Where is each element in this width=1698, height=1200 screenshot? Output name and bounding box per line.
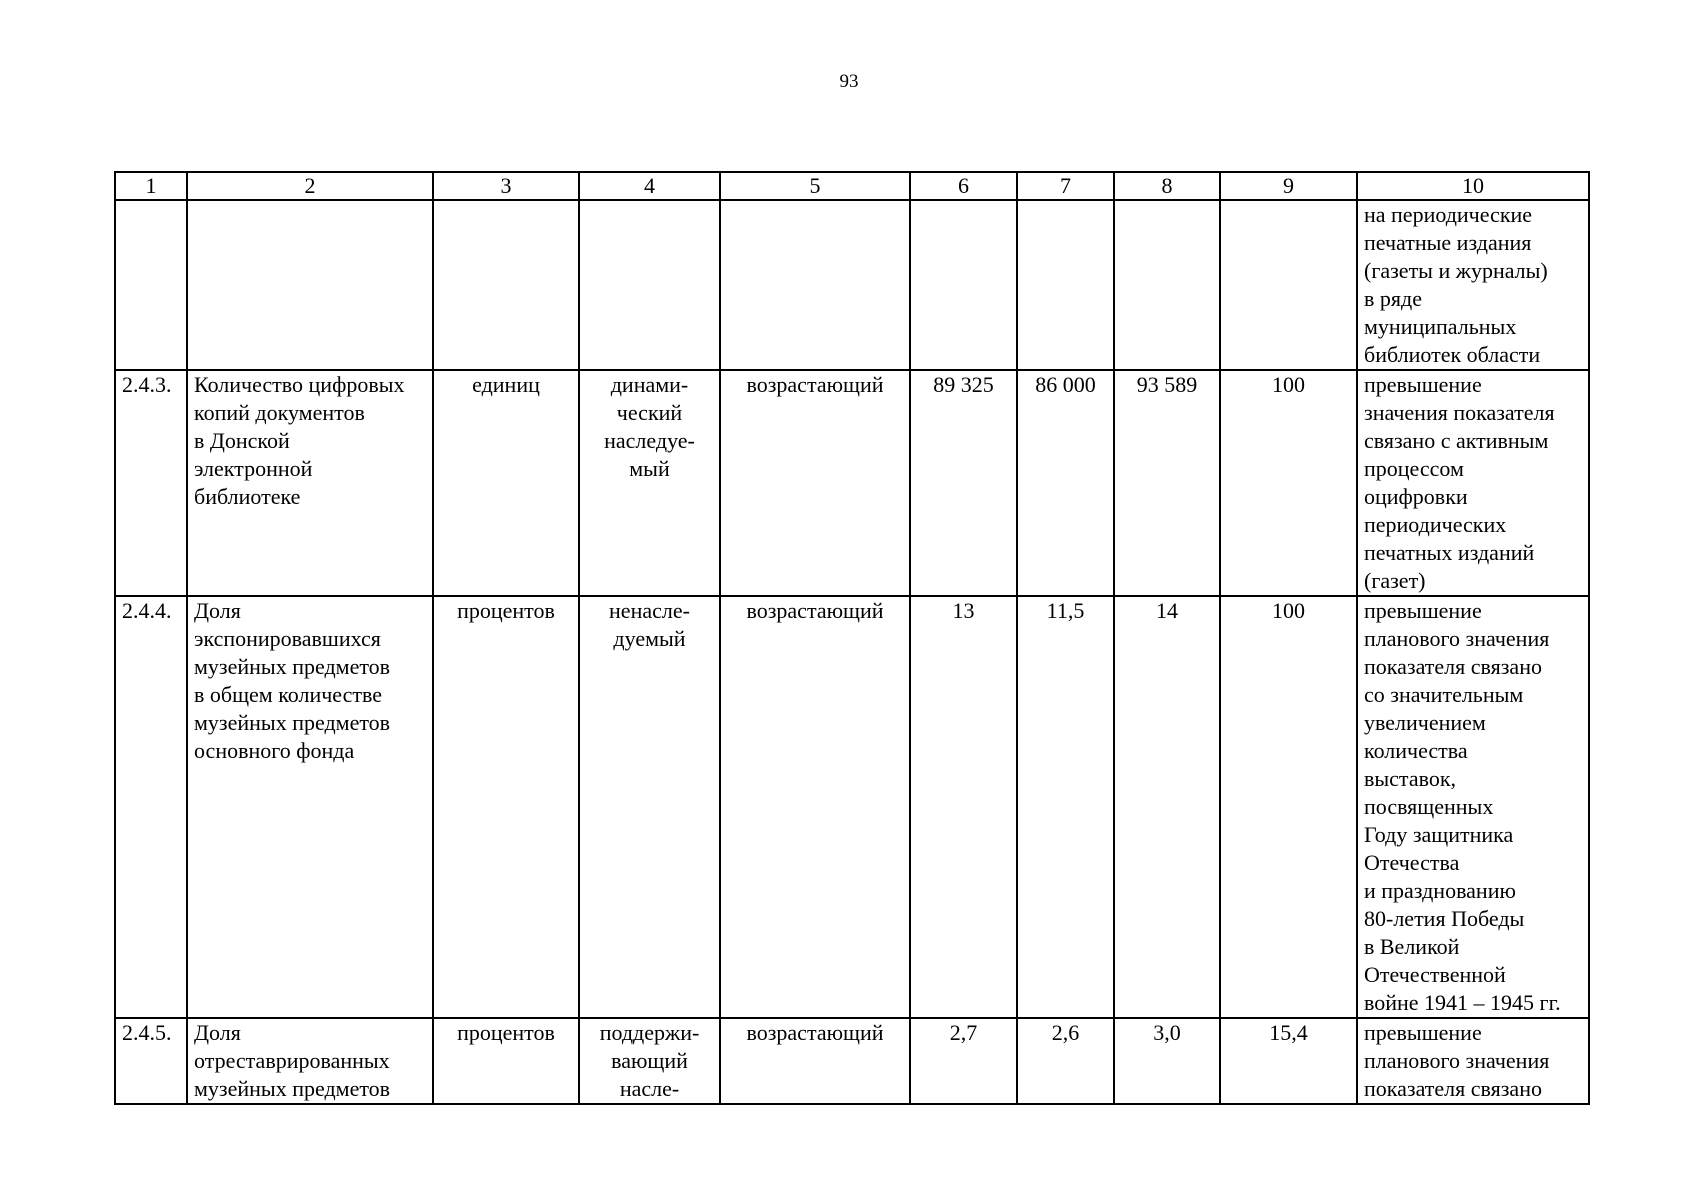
name-line: основного фонда [194,738,355,763]
table-header-row [115,172,1589,200]
indicator-name [187,1018,433,1104]
comment-line: Отечественной [1364,962,1506,987]
table-row-2-4-5 [115,1018,1589,1104]
cell-empty [910,200,1017,370]
comment-line: Отечества [1364,850,1460,875]
comment-line: (газеты и журналы) [1364,258,1548,283]
comment-line: со значительным [1364,682,1524,707]
indicator-type [579,370,720,596]
indicator-name [187,596,433,1018]
comment-line: увеличением [1364,710,1486,735]
comment-line: превышение [1364,372,1482,397]
comment-line: выставок, [1364,766,1457,791]
row-number: 2.4.4. [115,596,187,1018]
comment-line: (газет) [1364,568,1426,593]
cell-empty [1220,200,1357,370]
table-row-2-4-4 [115,596,1589,1018]
comment-line: показателя связано [1364,654,1542,679]
value-col-7: 11,5 [1017,596,1114,1018]
cell-empty [433,200,579,370]
direction: возрастающий [720,370,910,596]
comment-line: показателя связано [1364,1076,1542,1101]
value-col-9: 15,4 [1220,1018,1357,1104]
name-line: музейных предметов [194,1076,391,1101]
name-line: электронной [194,456,313,481]
name-line: музейных предметов [194,654,391,679]
comment-line: оцифровки [1364,484,1468,509]
comment-line: войне 1941 – 1945 гг. [1364,990,1561,1015]
cell-empty [1017,200,1114,370]
value-col-9: 100 [1220,370,1357,596]
comment-line: планового значения [1364,626,1550,651]
continuation-comment [1357,200,1589,370]
name-line: Количество цифровых [194,372,405,397]
indicator-type [579,596,720,1018]
cell-empty [187,200,433,370]
type-line: ческий [616,400,683,425]
value-col-8: 14 [1114,596,1220,1018]
direction: возрастающий [720,1018,910,1104]
type-line: динами- [610,372,689,397]
comment-line: 80-летия Победы [1364,906,1525,931]
header-col-3: 3 [433,172,579,200]
type-line: наследуе- [604,428,695,453]
header-col-4: 4 [579,172,720,200]
comment [1357,596,1589,1018]
type-line: ненасле- [609,598,690,623]
unit: процентов [433,1018,579,1104]
value-col-7: 86 000 [1017,370,1114,596]
unit: единиц [433,370,579,596]
comment [1357,1018,1589,1104]
row-number: 2.4.3. [115,370,187,596]
unit: процентов [433,596,579,1018]
value-col-8: 93 589 [1114,370,1220,596]
table-row-continuation [115,200,1589,370]
header-col-6: 6 [910,172,1017,200]
header-col-7: 7 [1017,172,1114,200]
cell-empty [720,200,910,370]
indicators-table [114,171,1590,1105]
type-line: мый [629,456,670,481]
value-col-6: 13 [910,596,1017,1018]
comment-line: Году защитника [1364,822,1514,847]
table-row-2-4-3 [115,370,1589,596]
name-line: Доля [194,1020,241,1045]
comment-line: библиотек области [1364,342,1541,367]
value-col-9: 100 [1220,596,1357,1018]
cell-empty [579,200,720,370]
comment-line: превышение [1364,598,1482,623]
comment-line: печатные издания [1364,230,1532,255]
indicator-type [579,1018,720,1104]
value-col-7: 2,6 [1017,1018,1114,1104]
comment-line: планового значения [1364,1048,1550,1073]
name-line: музейных предметов [194,710,391,735]
name-line: копий документов [194,400,365,425]
comment-line: превышение [1364,1020,1482,1045]
comment-line: количества [1364,738,1468,763]
name-line: экспонировавшихся [194,626,381,651]
header-col-9: 9 [1220,172,1357,200]
name-line: отреставрированных [194,1048,390,1073]
cell-empty [1114,200,1220,370]
comment-line: в ряде [1364,286,1422,311]
comment-line: муниципальных [1364,314,1517,339]
value-col-6: 89 325 [910,370,1017,596]
name-line: библиотеке [194,484,301,509]
header-col-1: 1 [115,172,187,200]
value-col-6: 2,7 [910,1018,1017,1104]
comment-line: процессом [1364,456,1464,481]
comment-line: посвященных [1364,794,1494,819]
name-line: в общем количестве [194,682,383,707]
row-number: 2.4.5. [115,1018,187,1104]
comment-line: связано с активным [1364,428,1549,453]
direction: возрастающий [720,596,910,1018]
comment-line: периодических [1364,512,1507,537]
comment-line: на периодические [1364,202,1533,227]
name-line: в Донской [194,428,290,453]
header-col-2: 2 [187,172,433,200]
page-number: 93 [839,71,859,92]
comment-line: печатных изданий [1364,540,1535,565]
type-line: поддержи- [599,1020,700,1045]
indicator-name [187,370,433,596]
header-col-10: 10 [1357,172,1589,200]
header-col-5: 5 [720,172,910,200]
cell-empty [115,200,187,370]
header-col-8: 8 [1114,172,1220,200]
comment-line: в Великой [1364,934,1460,959]
type-line: дуемый [613,626,686,651]
value-col-8: 3,0 [1114,1018,1220,1104]
type-line: насле- [619,1076,680,1101]
comment-line: значения показателя [1364,400,1555,425]
name-line: Доля [194,598,241,623]
type-line: вающий [611,1048,688,1073]
comment-line: и празднованию [1364,878,1516,903]
comment [1357,370,1589,596]
